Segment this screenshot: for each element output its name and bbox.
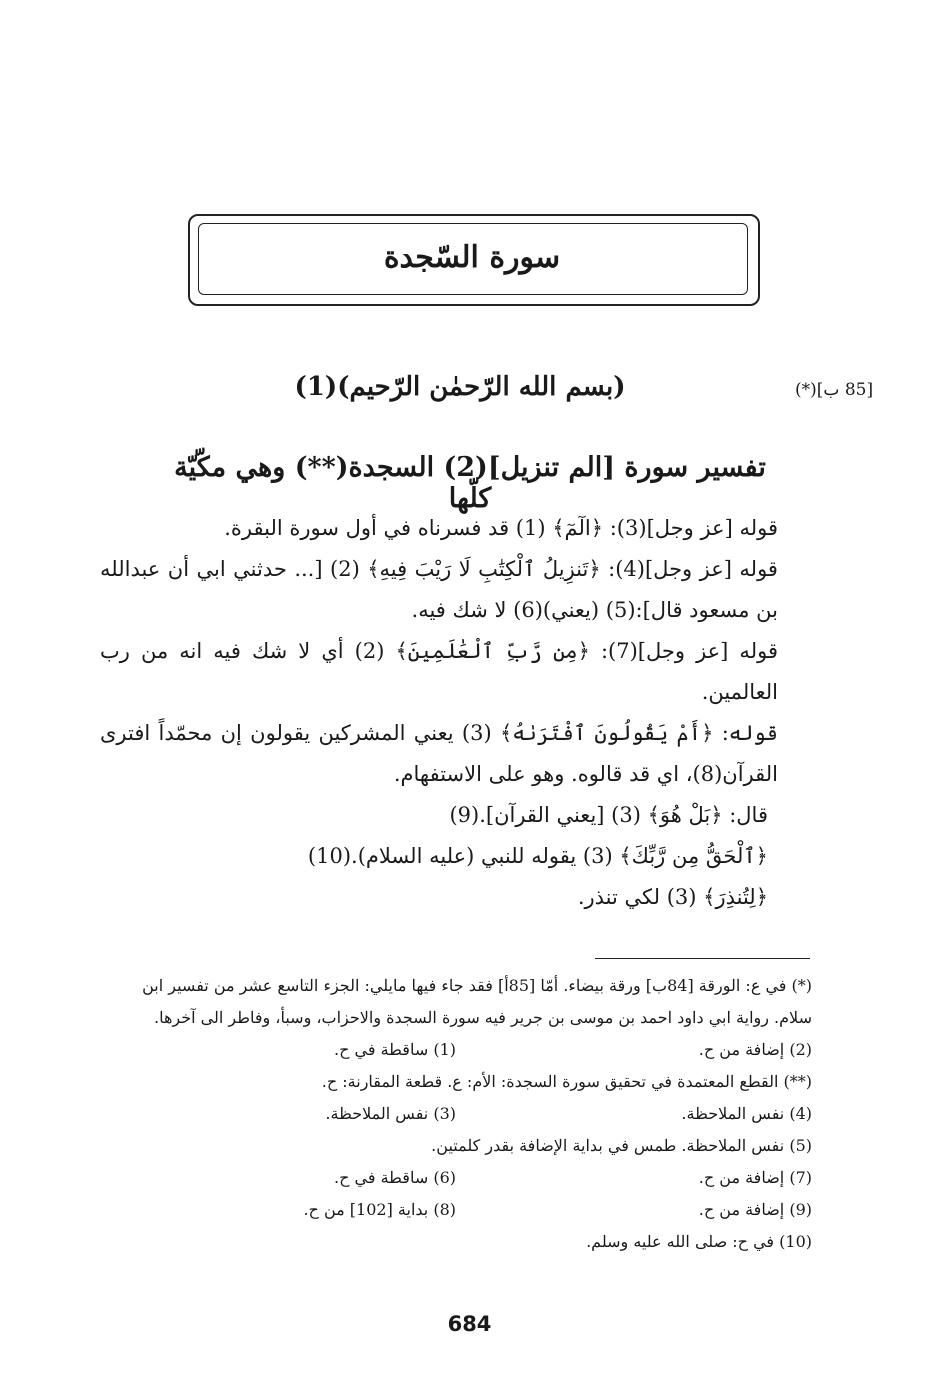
commentary-body [100, 508, 808, 918]
footnote: (9) إضافة من ح. [698, 1200, 812, 1219]
commentary-paragraph: قوله [عز وجل](7): ﴿مِن رَّبِّ ٱلْعَٰلَمِينَ﴾ (2) أي لا شك فيه انه من رب العالمين. [100, 639, 778, 704]
section-heading: تفسير سورة [الم تنزيل](2) السجدة(**) وهي مكّيّة كلّها [174, 452, 766, 514]
footnote: (7) إضافة من ح. [698, 1168, 812, 1187]
page-number: 684 [447, 1312, 492, 1336]
footnote-separator [595, 958, 810, 959]
footnote: (5) نفس الملاحظة. طمس في بداية الإضافة بقدر كلمتين. [431, 1136, 812, 1155]
surah-title: سورة السّجدة [383, 240, 561, 275]
footnote-row [100, 1162, 812, 1194]
footnote: (4) نفس الملاحظة. [681, 1104, 812, 1123]
basmala: (بسم الله الرّحمٰن الرّحيم)(1) [294, 372, 626, 402]
footnote: (3) نفس الملاحظة. [325, 1104, 456, 1123]
footnote: (6) ساقطة في ح. [334, 1168, 456, 1187]
commentary-paragraph: قوله [عز وجل](4): ﴿تَنزِيلُ ٱلْكِتَٰبِ لَا رَيْبَ فِيهِ﴾ (2) [... حدثني ابي أن عبدالله بن مسعود قال]:(5) (يعني)(6) لا شك فيه. [100, 557, 778, 622]
footnote: (8) بداية [102] من ح. [303, 1200, 456, 1219]
footnote-double-star: (**) القطع المعتمدة في تحقيق سورة السجدة: الأم: ع. قطعة المقارنة: ح. [321, 1072, 812, 1091]
commentary-paragraph: ﴿لِتُنذِرَ﴾ (3) لكي تنذر. [577, 885, 768, 909]
commentary-paragraph: قال: ﴿بَلْ هُوَ﴾ (3) [يعني القرآن].(9) [449, 803, 768, 827]
commentary-paragraph: قوله: ﴿أَمْ يَقُولُونَ ٱفْتَرَىٰهُ﴾ (3) يعني المشركين يقولون إن محمّداً افترى القرآن(8)، اي قد قالوه. وهو على الاستفهام. [100, 721, 778, 786]
footnotes [100, 970, 812, 1258]
footnote: (10) في ح: صلى الله عليه وسلم. [586, 1232, 812, 1251]
footnote-row [100, 1194, 812, 1226]
manuscript-margin-reference: [85 ب](*) [795, 380, 874, 400]
footnote-row [100, 1034, 812, 1066]
footnote-row [100, 1098, 812, 1130]
footnote: (1) ساقطة في ح. [334, 1040, 456, 1059]
commentary-paragraph: قوله [عز وجل](3): ﴿الٓمٓ﴾ (1) قد فسرناه في أول سورة البقرة. [224, 516, 778, 540]
commentary-paragraph: ﴿ٱلْحَقُّ مِن رَّبِّكَ﴾ (3) يقوله للنبي (عليه السلام).(10) [307, 844, 768, 868]
footnote: (2) إضافة من ح. [698, 1040, 812, 1059]
footnote-star: (*) في ع: الورقة [84ب] ورقة بيضاء. أمّا [85أ] فقد جاء فيها مايلي: الجزء التاسع عشر من تفسير ابن سلام. رواية ابي داود احمد بن موسى بن جرير فيه سورة السجدة والاحزاب، وسبأ، وفاطر الى آخرها. [142, 976, 812, 1027]
